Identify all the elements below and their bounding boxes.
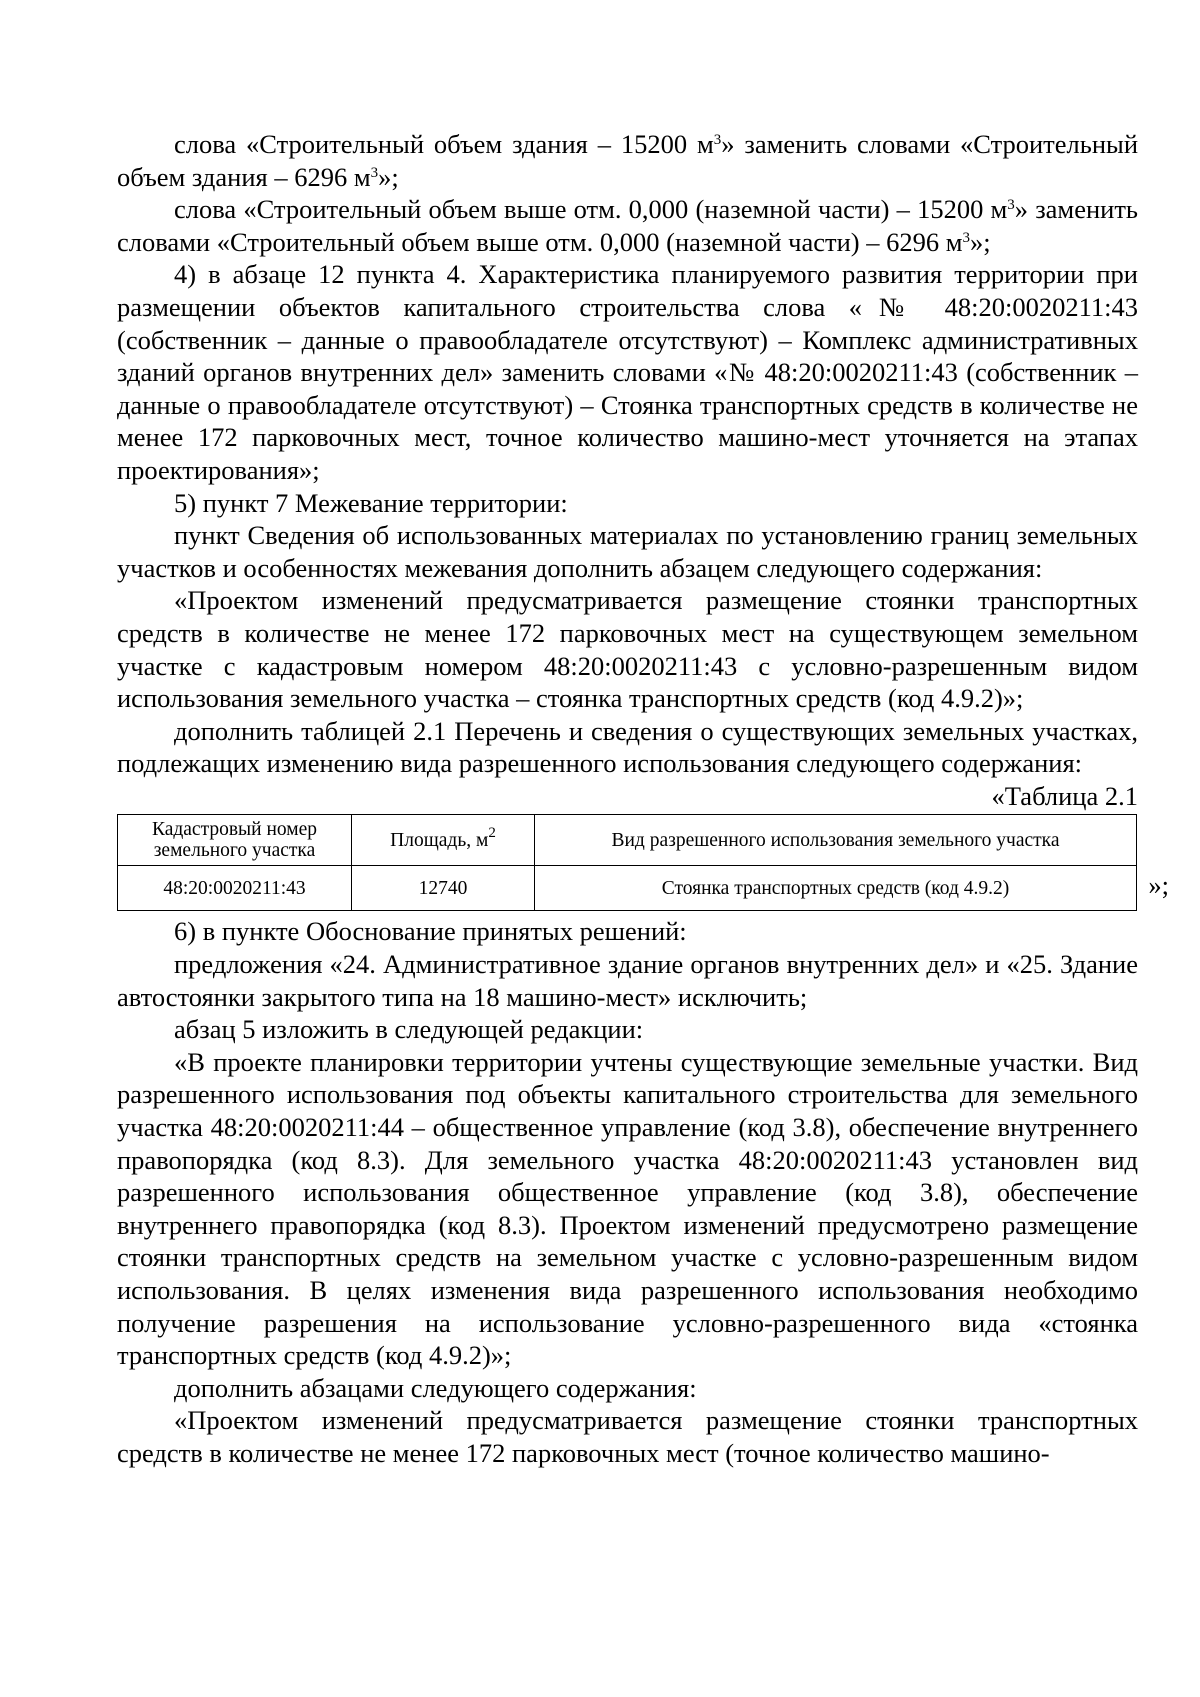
text-run: 5) пункт 7 Межевание территории: (174, 487, 568, 518)
table-wrapper (117, 814, 1169, 911)
text-run: абзац 5 изложить в следующей редакции: (174, 1014, 644, 1045)
paragraph-p8 (117, 915, 1138, 948)
text-run: «В проекте планировки территории учтены существующие земельные участки. Вид разрешенного использования под объекты капитального строительства для земельного участка 48:20:0020211:44 – общественное управление (код 3.8), обеспечение внутреннего правопорядка (код 8.3). Для земельного участка 48:20:0020211:43 установлен вид разрешенного использования общественное управление (код 3.8), обеспечение внутреннего правопорядка (код 8.3). Проектом изменений предусмотрено размещение стоянки транспортных средств на земельном участке с условно-разрешенным видом использования. В целях изменения вида разрешенного использования необходимо получение разрешения на использование условно-разрешенного вида «стоянка транспортных средств (код 4.9.2)»; (117, 1046, 1138, 1371)
paragraph-p10 (117, 1013, 1138, 1046)
paragraph-p4 (117, 487, 1138, 520)
paragraph-p1 (117, 128, 1138, 193)
text-run: «Проектом изменений предусматривается размещение стоянки транспортных средств в количестве не менее 172 парковочных мест на существующем земельном участке с кадастровым номером 48:20:0020211:43 с условно-разрешенным видом использования земельного участка – стоянка транспортных средств (код 4.9.2)»; (117, 585, 1138, 714)
text-run: дополнить таблицей 2.1 Перечень и сведения о существующих земельных участках, подлежащих изменению вида разрешенного использования следующего содержания: (117, 715, 1138, 779)
paragraph-p6 (117, 584, 1138, 714)
text-run: «Проектом изменений предусматривается размещение стоянки транспортных средств в количестве не менее 172 парковочных мест (точное количество машино- (117, 1405, 1138, 1468)
text-run: пункт Сведения об использованных материалах по установлению границ земельных участков и особенностях межевания дополнить абзацем следующего содержания: (117, 520, 1138, 583)
superscript: 3 (370, 164, 379, 181)
table-row (118, 866, 1137, 911)
document-page (117, 128, 1169, 1470)
cell-permitted-use: Стоянка транспортных средств (код 4.9.2) (535, 866, 1137, 911)
header-area-unit-sup: 2 (488, 824, 496, 841)
text-run: » заменить словами «Строительный объем здания – 6296 м (117, 129, 1139, 192)
paragraphs-after-table (117, 915, 1138, 1469)
header-cadastral-number: Кадастровый номер земельного участка (118, 815, 352, 866)
paragraph-p13 (117, 1404, 1138, 1469)
superscript: 3 (962, 229, 970, 246)
text-run: дополнить абзацами следующего содержания: (174, 1372, 697, 1403)
superscript: 3 (713, 132, 722, 148)
paragraph-p9 (117, 948, 1138, 1013)
paragraph-p5 (117, 519, 1138, 584)
text-run: слова «Строительный объем выше отм. 0,000 (наземной части) – 15200 м (174, 194, 1008, 225)
text-run: предложения «24. Административное здание органов внутренних дел» и «25. Здание автостоянки закрытого типа на 18 машино-мест» исключить; (117, 949, 1138, 1012)
table-closing-quote: »; (1148, 870, 1169, 901)
text-run: 4) в абзаце 12 пункта 4. Характеристика планируемого развития территории при размещении объектов капитального строительства слова «№ 48:20:0020211:43 (собственник – данные о правообладателе отсутствуют) – Комплекс административных зданий органов внутренних дел» заменить словами «№ 48:20:0020211:43 (собственник – данные о правообладателе отсутствуют) – Стоянка транспортных средств в количестве не менее 172 парковочных мест, точное количество машино-мест уточняется на этапах проектирования»; (117, 259, 1138, 485)
paragraph-p3 (117, 258, 1138, 486)
land-plots-table (117, 814, 1137, 911)
paragraph-p12 (117, 1372, 1138, 1405)
paragraph-p11 (117, 1046, 1138, 1372)
header-permitted-use: Вид разрешенного использования земельного участка (535, 815, 1137, 866)
header-area (352, 815, 535, 866)
text-run: 6) в пункте Обоснование принятых решений: (174, 916, 687, 947)
text-run: »; (378, 161, 399, 192)
text-run: »; (969, 226, 991, 257)
paragraph-p7 (117, 715, 1138, 780)
cell-cadastral-number: 48:20:0020211:43 (118, 866, 352, 911)
paragraphs-before-table (117, 128, 1138, 780)
cell-area: 12740 (352, 866, 535, 911)
table-caption: «Таблица 2.1 (991, 780, 1138, 811)
table-header-row (118, 815, 1137, 866)
text-run: » заменить словами «Строительный объем выше отм. 0,000 (наземной части) – 6296 м (117, 194, 1138, 257)
paragraph-p2 (117, 193, 1138, 258)
text-run: слова «Строительный объем здания – 15200 м (174, 129, 714, 159)
superscript: 3 (1007, 197, 1015, 214)
header-area-text: Площадь, м (390, 829, 489, 851)
